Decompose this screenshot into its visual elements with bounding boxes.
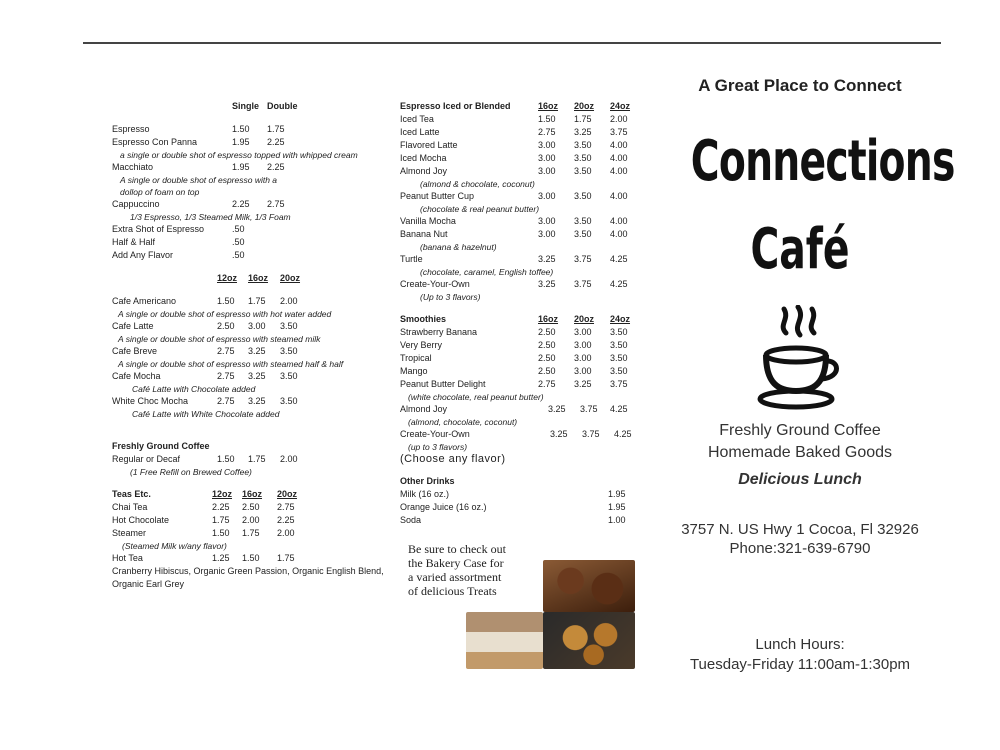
iced-header: Espresso Iced or Blended 16oz 20oz 24oz [400,101,631,111]
menu-item: Almond Joy 3.25 3.75 4.25 [400,404,628,414]
menu-item: White Choc Mocha 2.75 3.25 3.50 [112,396,298,406]
smoothies-header: Smoothies 16oz 20oz 24oz [400,314,631,324]
menu-item: Hot Tea 1.25 1.50 1.75 [112,553,295,563]
col-header: 20oz [280,273,301,283]
menu-item: Cafe Mocha 2.75 3.25 3.50 [112,371,298,381]
col-header: 20oz [574,101,595,111]
menu-item: Extra Shot of Espresso .50 [112,224,245,234]
item-note: (white chocolate, real peanut butter) [408,392,544,402]
menu-item: Mango 2.50 3.00 3.50 [400,366,628,376]
menu-item: Cafe Latte 2.50 3.00 3.50 [112,321,298,331]
item-note: A single or double shot of espresso with steamed milk [118,334,321,344]
section-title: Other Drinks [400,476,455,486]
menu-item: Half & Half .50 [112,237,245,247]
tea-varieties: Cranberry Hibiscus, Organic Green Passion, Organic English Blend, [112,566,384,576]
menu-item: Strawberry Banana 2.50 3.00 3.50 [400,327,628,337]
muffins-photo [543,612,635,669]
menu-item: Almond Joy 3.00 3.50 4.00 [400,166,628,176]
menu-item: Create-Your-Own 3.25 3.75 4.25 [400,429,632,439]
tagline: A Great Place to Connect [698,76,902,95]
col-header: 16oz [248,273,269,283]
col-header: 16oz [538,314,559,324]
col-header: Single [232,101,260,111]
menu-item: Vanilla Mocha 3.00 3.50 4.00 [400,216,628,226]
menu-item: Cafe Americano 1.50 1.75 2.00 [112,296,298,306]
menu-item: Macchiato 1.95 2.25 [112,162,285,172]
item-note: (up to 3 flavors) [408,442,468,452]
item-note: A single or double shot of espresso with steamed half & half [118,359,344,369]
item-note: A single or double shot of espresso with hot water added [118,309,332,319]
col-header: 20oz [277,489,298,499]
cafe-name: Connections [690,129,955,194]
item-note: (chocolate, caramel, English toffee) [420,267,554,277]
menu-item: Add Any Flavor .50 [112,250,245,260]
lattes-header [112,272,352,285]
menu-item: Create-Your-Own 3.25 3.75 4.25 [400,279,628,289]
menu-item: Peanut Butter Delight 2.75 3.25 3.75 [400,379,628,389]
col-header: 20oz [574,314,595,324]
menu-item: Iced Mocha 3.00 3.50 4.00 [400,153,628,163]
bakery-note: Be sure to check out the Bakery Case for a varied assortment of delicious Treats [408,542,506,598]
espresso-header [112,100,352,113]
menu-item: Cappuccino 2.25 2.75 [112,199,285,209]
menu-item: Chai Tea 2.25 2.50 2.75 [112,502,295,512]
menu-item: Very Berry 2.50 3.00 3.50 [400,340,628,350]
coffee-cup-icon [756,305,844,413]
lunch-hours: Tuesday-Friday 11:00am-1:30pm [689,656,911,673]
item-note: 1/3 Espresso, 1/3 Steamed Milk, 1/3 Foam [130,212,291,222]
item-note: (Steamed Milk w/any flavor) [122,541,227,551]
item-note: (Choose any flavor) [400,453,506,465]
item-note: (banana & hazelnut) [420,242,497,252]
col-header: 12oz [217,273,238,283]
feature-lunch: Delicious Lunch [738,471,862,488]
item-note: a single or double shot of espresso topped with whipped cream [120,150,358,160]
menu-item: Milk (16 oz.) 1.95 [400,489,626,499]
top-rule [83,42,941,44]
col-header: 16oz [538,101,559,111]
menu-item: Regular or Decaf 1.50 1.75 2.00 [112,454,298,464]
address: 3757 N. US Hwy 1 Cocoa, Fl 32926 [681,521,919,538]
tea-varieties: Organic Earl Grey [112,579,185,589]
col-header: 24oz [610,314,631,324]
feature-baked-goods: Homemade Baked Goods [707,444,893,461]
col-header: 16oz [242,489,263,499]
menu-item: Flavored Latte 3.00 3.50 4.00 [400,140,628,150]
col-header: 12oz [212,489,233,499]
item-note: (almond, chocolate, coconut) [408,417,518,427]
item-note: Café Latte with Chocolate added [132,384,256,394]
cake-photo [466,612,543,669]
item-note: A single or double shot of espresso with a [120,175,278,185]
menu-item: Cafe Breve 2.75 3.25 3.50 [112,346,298,356]
item-note: (1 Free Refill on Brewed Coffee) [130,467,252,477]
menu-item: Espresso Con Panna 1.95 2.25 [112,137,285,147]
menu-item: Orange Juice (16 oz.) 1.95 [400,502,626,512]
menu-item: Soda 1.00 [400,515,626,525]
section-title: Freshly Ground Coffee [112,441,210,451]
phone-number: Phone:321-639-6790 [729,540,871,557]
menu-column-cold-drinks [400,100,640,527]
menu-item: Hot Chocolate 1.75 2.00 2.25 [112,515,295,525]
menu-item: Steamer 1.50 1.75 2.00 [112,528,295,538]
col-header: Double [267,101,298,111]
menu-item: Iced Tea 1.50 1.75 2.00 [400,114,628,124]
teas-header: Teas Etc. 12oz 16oz 20oz [112,489,298,499]
feature-coffee: Freshly Ground Coffee [719,422,881,439]
lunch-hours-label: Lunch Hours: [755,636,845,653]
menu-item: Espresso 1.50 1.75 [112,124,285,134]
item-note: dollop of foam on top [120,187,200,197]
col-header: 24oz [610,101,631,111]
cafe-name-line2: Café [750,217,850,282]
menu-item: Banana Nut 3.00 3.50 4.00 [400,229,628,239]
item-note: (almond & chocolate, coconut) [420,179,535,189]
item-note: (chocolate & real peanut butter) [420,204,540,214]
menu-column-hot-drinks [112,100,384,591]
menu-item: Turtle 3.25 3.75 4.25 [400,254,628,264]
menu-item: Tropical 2.50 3.00 3.50 [400,353,628,363]
menu-item: Peanut Butter Cup 3.00 3.50 4.00 [400,191,628,201]
item-note: (Up to 3 flavors) [420,292,481,302]
menu-item: Iced Latte 2.75 3.25 3.75 [400,127,628,137]
item-note: Café Latte with White Chocolate added [132,409,280,419]
brownies-photo [543,560,635,612]
